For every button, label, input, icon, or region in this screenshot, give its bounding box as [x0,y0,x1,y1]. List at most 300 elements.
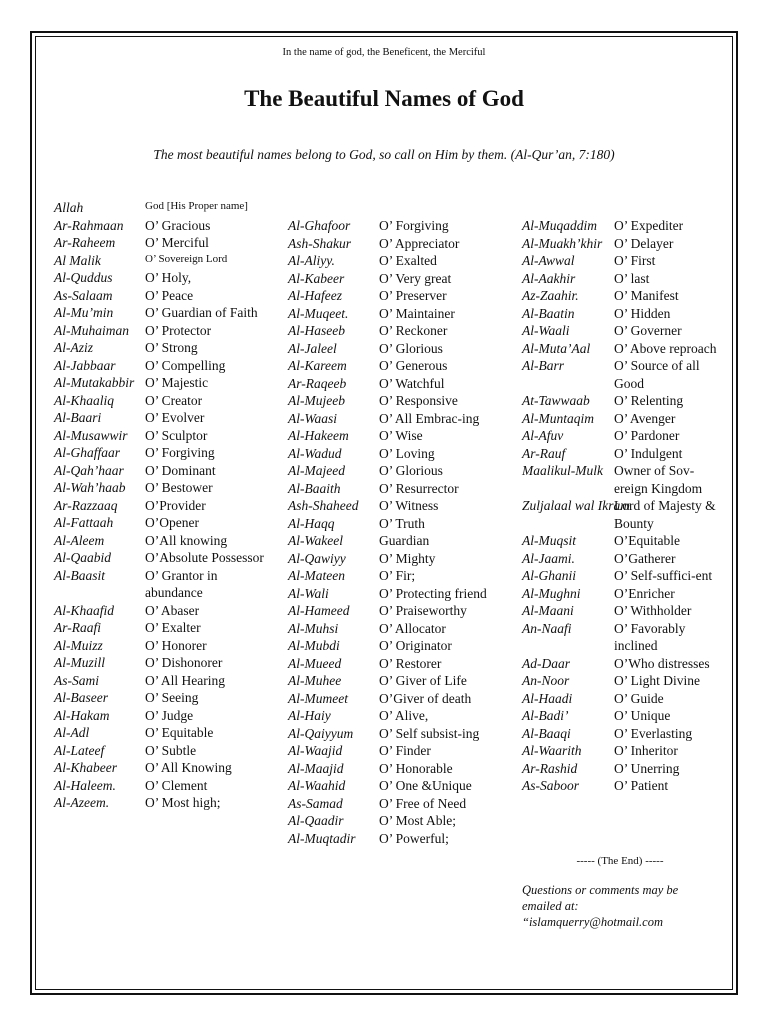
meaning: O’ Dominant [145,462,216,478]
transliteration: Al-Aziz [54,340,93,355]
meaning: O’ Originator [379,638,452,653]
name-entry [288,637,510,655]
meaning: O’ Equitable [145,725,214,740]
transliteration: Al-Baasit [54,567,105,583]
meaning: Lord of Majesty & Bounty [614,498,716,531]
name-entry [522,322,718,340]
transliteration: Al-Wadud [288,445,342,461]
meaning: O’ Delayer [614,235,674,251]
meaning: O’ Creator [145,392,203,408]
name-entry [288,305,510,323]
transliteration: Al-Hameed [288,603,350,618]
transliteration: Al-Wah’haab [54,480,126,495]
name-entry [54,409,264,427]
name-entry [54,549,264,567]
meaning: O’Gatherer [614,550,676,566]
transliteration: Al-Muhsi [288,620,339,636]
name-entry [522,725,718,743]
transliteration: As-Sami [54,672,99,688]
name-entry [522,392,718,410]
name-entry [288,252,510,270]
name-entry [54,759,264,777]
name-entry [288,340,510,358]
meaning: O’ Self-suffici-ent [614,568,713,583]
transliteration: Al-Hakeem [288,428,349,443]
name-entry [522,217,718,235]
name-entry [288,445,510,463]
meaning: O’ Exalter [145,620,201,635]
name-entry [288,462,510,480]
name-entry [522,690,718,708]
meaning: O’ Appreciator [379,235,460,251]
meaning: O’ Loving [379,445,435,461]
name-entry [288,497,510,515]
name-entry [288,655,510,673]
meaning: O’ Most Able; [379,813,456,828]
meaning: O’ Truth [379,515,425,531]
name-entry [54,724,264,742]
transliteration: Al-Qaiyyum [288,725,354,741]
name-entry [288,707,510,725]
name-entry [54,234,264,252]
meaning: O’ Fir; [379,568,416,583]
meaning: O’ Above reproach [614,340,717,356]
name-entry [288,690,510,708]
name-entry [288,375,510,393]
name-entry [54,304,264,322]
meaning: O’ Exalted [379,253,437,268]
meaning: O’ Clement [145,777,208,793]
meaning: O’ Honorable [379,760,453,776]
meaning: O’ Favorably inclined [614,620,686,653]
name-entry [288,777,510,795]
meaning: O’ Glorious [379,463,443,478]
name-entry [522,760,718,778]
transliteration: Al-Kabeer [288,270,345,286]
name-entry [522,707,718,725]
meaning: O’ Maintainer [379,305,455,321]
name-entry [54,199,264,217]
name-entry [54,532,264,550]
transliteration: An-Noor [522,673,570,688]
transliteration: Al-Baseer [54,690,108,705]
transliteration: Al-Badi’ [522,708,569,723]
transliteration: Al-Baaith [288,480,341,496]
transliteration: Al-Mutakabbir [54,375,135,390]
name-entry [54,374,264,392]
meaning: O’Provider [145,497,206,513]
transliteration: Al-Quddus [54,270,113,285]
meaning: O’ Manifest [614,288,679,303]
quran-quote: The most beautiful names belong to God, so call on Him by them. (Al-Qur’an, 7:180) [153,147,615,162]
meaning: O’ Light Divine [614,673,700,688]
transliteration: Al-Khabeer [54,760,117,775]
meaning: O’ First [614,253,656,268]
page-title: The Beautiful Names of God [244,86,524,111]
meaning: O’ Alive, [379,708,429,723]
transliteration: Al-Aliyy. [288,253,335,268]
transliteration: Al-Muqsit [522,533,576,548]
transliteration: Al-Baaqi [522,725,571,741]
name-entry [522,655,718,673]
transliteration: Al-Muzill [54,655,105,670]
meaning: O’ Wise [379,428,423,443]
transliteration: Ar-Rashid [522,760,578,776]
name-entry [288,585,510,603]
meaning: O’ Resurrector [379,480,459,496]
meaning: O’All knowing [145,532,228,548]
footer-block [522,853,718,930]
transliteration: Al-Muqtadir [288,830,356,846]
name-entry [288,217,510,235]
name-entry [288,410,510,428]
name-entry [522,270,718,288]
meaning: O’ Responsive [379,393,458,408]
name-entry [54,462,264,480]
transliteration: Al-Haadi [522,690,573,706]
meaning: O’ Peace [145,287,194,303]
name-entry [54,339,264,357]
meaning: O’ Unerring [614,760,680,776]
meaning: O’ Self subsist-ing [379,725,480,741]
name-entry [288,287,510,305]
transliteration: Al Malik [54,252,101,268]
meaning: O’ Compelling [145,357,226,373]
transliteration: Al-Haseeb [288,323,345,338]
preface-line: In the name of god, the Beneficent, the Merciful [282,47,486,58]
meaning: O’ Mighty [379,550,436,566]
transliteration: Al-Jaami. [522,550,575,566]
transliteration: Al-Kareem [288,358,347,373]
name-entry [288,392,510,410]
transliteration: Al-Hafeez [288,288,342,303]
transliteration: As-Saboor [522,778,579,793]
meaning: O’ Watchful [379,375,445,391]
meaning: O’ Avenger [614,410,676,426]
transliteration: Al-Fattaah [54,515,114,530]
name-entry [288,480,510,498]
meaning: O’ Sculptor [145,427,208,443]
meaning: O’ Seeing [145,690,199,705]
transliteration: Al-Muntaqim [522,410,594,426]
meaning: O’ Majestic [145,375,209,390]
transliteration: Al-Muqaddim [522,218,597,233]
transliteration: Al-Haiy [288,708,331,723]
transliteration: Al-Barr [522,358,564,373]
meaning: O’ Allocator [379,620,446,636]
name-entry [54,322,264,340]
transliteration: Al-Ghaffaar [54,445,120,460]
names-column-3 [522,217,718,795]
meaning: O’Absolute Possessor [145,550,264,565]
name-entry [54,497,264,515]
transliteration: Al-Ghafoor [288,218,351,233]
transliteration: Al-Waahid [288,778,346,793]
transliteration: Ar-Razzaaq [54,497,118,513]
meaning: O’ Hidden [614,305,671,321]
transliteration: Ash-Shakur [288,235,351,251]
name-entry [54,567,264,602]
transliteration: As-Samad [288,795,343,811]
transliteration: Al-Mueed [288,655,342,671]
name-entry [288,760,510,778]
name-entry [288,795,510,813]
meaning: O’ Sovereign Lord [145,252,228,265]
transliteration: Ash-Shaheed [288,498,359,513]
meaning: O’ last [614,270,650,286]
meaning: O’ Most high; [145,795,221,810]
name-entry [522,672,718,690]
meaning: Guardian [379,533,430,548]
names-column-1 [54,199,264,812]
name-entry [522,427,718,445]
name-entry [522,532,718,550]
transliteration: Al-Qaadir [288,813,344,828]
name-entry [54,777,264,795]
name-entry [54,444,264,462]
transliteration: Al-Lateef [54,742,105,758]
name-entry [288,357,510,375]
meaning: O’ Powerful; [379,830,449,846]
name-entry [522,462,718,497]
name-entry [288,620,510,638]
meaning: O’ Guide [614,690,664,706]
meaning: O’ Guardian of Faith [145,305,258,320]
transliteration: Al-Qawiyy [288,550,346,566]
name-entry [522,357,718,392]
meaning: God [His Proper name] [145,200,248,212]
transliteration: Al-Mumeet [288,690,348,706]
transliteration: Al-Jabbaar [54,357,116,373]
meaning: O’ Governer [614,323,682,338]
meaning: O’ Unique [614,708,671,723]
meaning: O’ Expediter [614,218,684,233]
meaning: O’ Glorious [379,340,443,356]
name-entry [522,620,718,655]
name-entry [54,689,264,707]
name-entry [54,514,264,532]
name-entry [288,602,510,620]
name-entry [54,602,264,620]
name-entry [288,830,510,848]
name-entry [288,322,510,340]
contact-note: Questions or comments may be emailed at: “islamquerry@hotmail.com [522,883,679,929]
name-entry [288,742,510,760]
transliteration: Maalikul-Mulk [522,463,603,478]
transliteration: Al-Maajid [288,760,344,776]
transliteration: Az-Zaahir. [522,288,579,303]
transliteration: Al-Mubdi [288,638,340,653]
transliteration: Al-Baatin [522,305,575,321]
name-entry [522,742,718,760]
transliteration: Al-Majeed [288,463,345,478]
names-column-2 [288,217,510,847]
name-entry [288,515,510,533]
meaning: O’ Source of all Good [614,358,700,391]
name-entry [522,252,718,270]
transliteration: Al-Jaleel [288,340,337,356]
meaning: O’ Forgiving [379,218,449,233]
meaning: O’ Finder [379,743,431,758]
meaning: Owner of Sov-ereign Kingdom [614,463,703,496]
meaning: O’ Gracious [145,217,211,233]
meaning: O’ Very great [379,270,452,286]
meaning: O’ Protector [145,322,212,338]
name-entry [288,567,510,585]
name-entry [54,427,264,445]
name-entry [54,392,264,410]
meaning: O’ Indulgent [614,445,683,461]
transliteration: Al-Muhee [288,673,342,688]
transliteration: Al-Mateen [288,568,345,583]
name-entry [54,707,264,725]
transliteration: Zuljalaal wal Ikram [522,498,631,513]
transliteration: Al-Aakhir [522,270,576,286]
meaning: O’ All Hearing [145,672,225,688]
name-entry [288,812,510,830]
transliteration: Ad-Daar [522,655,570,671]
meaning: O’Equitable [614,533,680,548]
meaning: O’ Abaser [145,602,200,618]
name-entry [54,252,264,270]
name-entry [522,550,718,568]
name-entry [54,742,264,760]
transliteration: Al-Muta’Aal [522,340,591,356]
transliteration: Al-Muizz [54,637,103,653]
meaning: O’ Strong [145,340,198,355]
transliteration: As-Salaam [54,287,113,303]
meaning: O’ Subtle [145,742,197,758]
name-entry [54,654,264,672]
name-entry [522,497,718,532]
name-entry [288,532,510,550]
name-entry [288,235,510,253]
name-entry [54,794,264,812]
transliteration: Al-Mu’min [54,305,114,320]
transliteration: Al-Baari [54,410,102,425]
name-entry [54,269,264,287]
meaning: O’Enricher [614,585,675,601]
transliteration: Al-Muqeet. [288,305,349,321]
name-entry [522,305,718,323]
transliteration: Al-Ghanii [522,568,576,583]
name-entry [522,340,718,358]
transliteration: Al-Haleem. [54,777,116,793]
name-entry [522,287,718,305]
transliteration: Al-Azeem. [54,795,110,810]
transliteration: Al-Wakeel [288,533,343,548]
meaning: O’ Forgiving [145,445,215,460]
meaning: O’ Giver of Life [379,673,467,688]
name-entry [54,672,264,690]
meaning: O’ Grantor in abundance [145,567,218,600]
transliteration: Al-Adl [54,725,90,740]
transliteration: Al-Maani [522,603,574,618]
meaning: O’ Reckoner [379,323,448,338]
meaning: O’Who distresses [614,655,710,671]
name-entry [522,777,718,795]
meaning: O’ Everlasting [614,725,693,741]
meaning: O’ Holy, [145,270,192,285]
meaning: O’ Judge [145,707,194,723]
transliteration: Al-Aleem [54,532,105,548]
name-entry [54,217,264,235]
meaning: O’ Withholder [614,603,692,618]
meaning: O’Giver of death [379,690,472,706]
transliteration: Al-Muhaiman [54,322,129,338]
name-entry [522,235,718,253]
name-entry [522,445,718,463]
name-entry [288,672,510,690]
name-entry [288,270,510,288]
transliteration: Al-Qaabid [54,550,111,565]
meaning: O’ Merciful [145,235,209,250]
transliteration: Al-Waajid [288,743,343,758]
transliteration: Al-Afuv [522,428,564,443]
end-marker: ----- (The End) ----- [576,855,664,867]
meaning: O’ Praiseworthy [379,603,467,618]
name-entry [522,567,718,585]
name-entry [54,479,264,497]
transliteration: Al-Musawwir [54,427,128,443]
meaning: O’ Inheritor [614,743,678,758]
transliteration: Al-Hakam [54,707,110,723]
transliteration: Al-Mujeeb [288,393,345,408]
meaning: O’ Pardoner [614,428,680,443]
meaning: O’ Generous [379,358,448,373]
transliteration: An-Naafi [522,620,572,636]
meaning: O’ Bestower [145,480,213,495]
name-entry [54,637,264,655]
name-entry [54,287,264,305]
transliteration: Al-Qah’haar [54,462,124,478]
meaning: O’ Preserver [379,288,447,303]
meaning: O’ One &Unique [379,778,472,793]
meaning: O’ Relenting [614,393,684,408]
transliteration: At-Tawwaab [522,393,590,408]
meaning: O’ Dishonorer [145,655,223,670]
transliteration: Al-Khaafid [54,602,114,618]
meaning: O’ All Knowing [145,760,232,775]
name-entry [522,410,718,428]
transliteration: Al-Muakh’khir [522,235,603,251]
name-entry [288,427,510,445]
name-entry [288,725,510,743]
transliteration: Al-Khaaliq [54,392,114,408]
transliteration: Al-Mughni [522,585,581,601]
transliteration: Al-Haqq [288,515,335,531]
transliteration: Ar-Raafi [54,620,101,635]
meaning: O’ All Embrac-ing [379,410,480,426]
meaning: O’ Evolver [145,410,205,425]
transliteration: Ar-Raqeeb [288,375,347,391]
meaning: O’ Honorer [145,637,207,653]
meaning: O’Opener [145,515,199,530]
name-entry [288,550,510,568]
transliteration: Allah [54,200,84,215]
meaning: O’ Free of Need [379,795,467,811]
transliteration: Al-Awwal [522,253,575,268]
name-entry [522,602,718,620]
transliteration: Al-Wali [288,585,329,601]
meaning: O’ Restorer [379,655,442,671]
transliteration: Al-Waarith [522,743,582,758]
transliteration: Ar-Rauf [522,445,566,461]
transliteration: Ar-Rahmaan [54,217,124,233]
transliteration: Al-Waasi [288,410,338,426]
meaning: O’ Witness [379,498,439,513]
name-entry [54,619,264,637]
